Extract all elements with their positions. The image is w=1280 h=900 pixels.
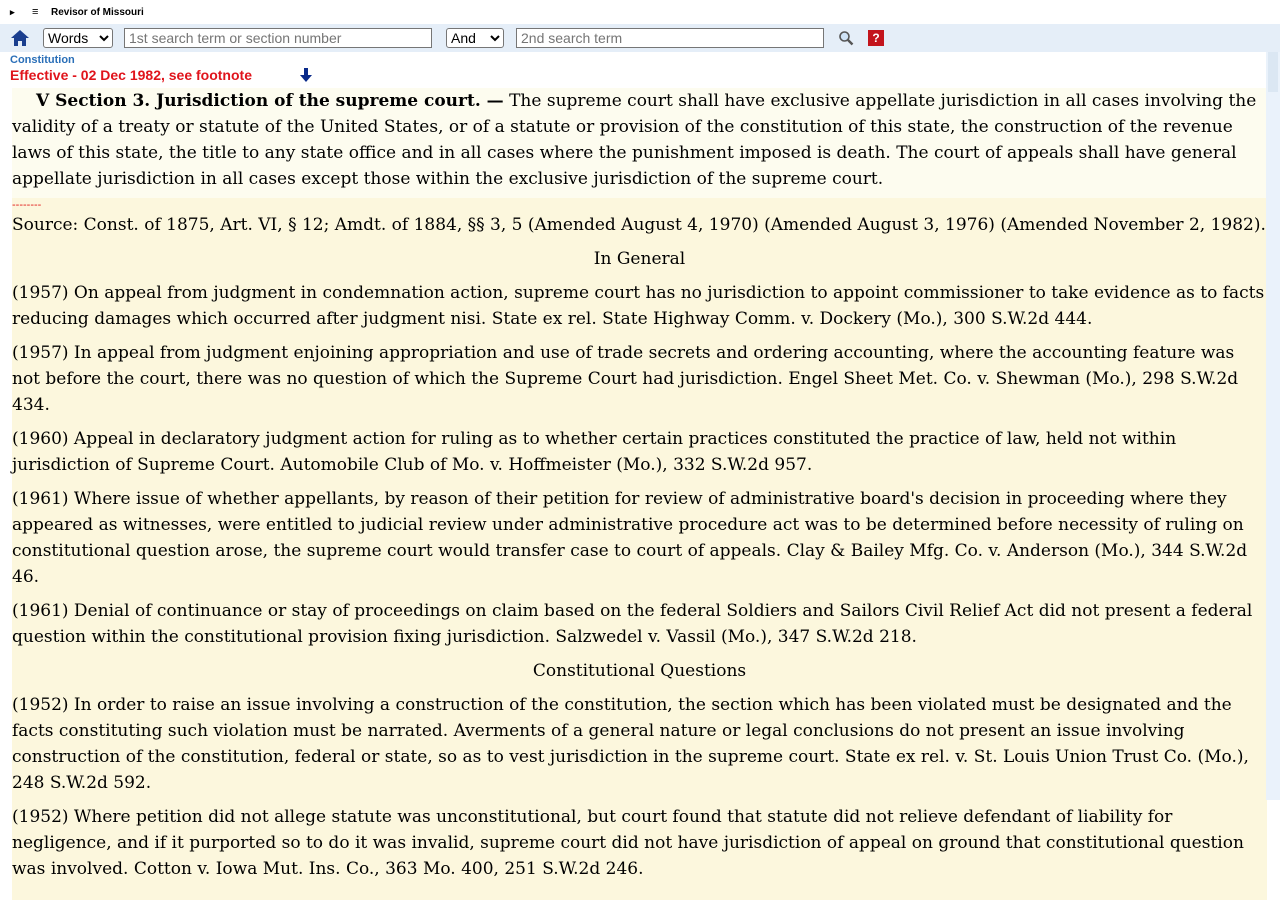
search-icon[interactable] (837, 29, 855, 47)
note-paragraph: (1957) On appeal from judgment in condemnation action, supreme court has no jurisdiction to appoint commissioner to take evidence as to facts reducing damages which occurred after judgment nisi. State ex rel. State Highway Comm. v. Dockery (Mo.), 300 S.W.2d 444. (12, 283, 1265, 329)
section-body: The supreme court shall have exclusive appellate jurisdiction in all cases involving the validity of a treaty or statute of the United States, or of a statute or provision of the constitution of this state, the construction of the revenue laws of this state, the title to any state office and in all cases where the punishment imposed is death. The court of appeals shall have general appellate jurisdiction in all cases except those within the exclusive jurisdiction of the supreme court. (12, 91, 1257, 189)
search-type-select[interactable] (43, 28, 113, 48)
expand-icon[interactable]: ▸ (10, 6, 15, 17)
home-icon[interactable] (10, 27, 34, 49)
annotations (12, 198, 1267, 900)
note-paragraph: (1957) In appeal from judgment enjoining appropriation and use of trade secrets and ordering accounting, where the accounting feature was not before the court, there was no question of which the Supreme Court had jurisdiction. Engel Sheet Met. Co. v. Shewman (Mo.), 298 S.W.2d 434. (12, 343, 1239, 415)
arrow-down-icon[interactable] (298, 67, 314, 83)
heading-in-general: In General (593, 249, 686, 269)
second-search-term-input[interactable] (516, 28, 824, 48)
operator-select[interactable] (446, 28, 504, 48)
section-text (12, 88, 1267, 198)
note-paragraph: (1960) Appeal in declaratory judgment action for ruling as to whether certain practices constituted the practice of law, held not within jurisdiction of Supreme Court. Automobile Club of Mo. v. Hoffmeister (Mo.), 332 S.W.2d 957. (12, 429, 1177, 475)
note-paragraph: (1961) Where issue of whether appellants, by reason of their petition for review of administrative board's decision in proceeding where they appeared as witnesses, were entitled to judicial review under administrative procedure act was to be determined before necessity of ruling on constitutional question arose, the supreme court would transfer case to court of appeals. Clay & Bailey Mfg. Co. v. Anderson (Mo.), 344 S.W.2d 46. (12, 489, 1248, 587)
note-paragraph: (1952) In order to raise an issue involving a construction of the constitution, the section which has been violated must be designated and the facts constituting such violation must be narrated. Averments of a general nature or legal conclusions do not present an issue involving construction of the constitution, federal or state, so as to vest jurisdiction in the supreme court. State ex rel. v. St. Louis Union Trust Co. (Mo.), 248 S.W.2d 592. (12, 695, 1249, 793)
heading-constitutional-questions: Constitutional Questions (532, 661, 747, 681)
source-citation: Source: Const. of 1875, Art. VI, § 12; Amdt. of 1884, §§ 3, 5 (Amended August 4, 1970) (Amended August 3, 1976) (Amended November 2, 1982). (12, 215, 1266, 235)
site-title[interactable]: Revisor of Missouri (51, 6, 144, 18)
section-heading: V Section 3. Jurisdiction of the supreme court. — (36, 91, 504, 111)
note-paragraph: (1952) Where petition did not allege statute was unconstitutional, but court found that statute did not relieve defendant of liability for negligence, and if it purported so to do it was invalid, supreme court did not have jurisdiction of appeal on ground that constitutional question was involved. Cotton v. Iowa Mut. Ins. Co., 363 Mo. 400, 251 S.W.2d 246. (12, 807, 1244, 879)
first-search-term-input[interactable] (124, 28, 432, 48)
scrollbar[interactable] (1266, 52, 1280, 800)
top-bar (0, 0, 1280, 24)
separator: -------- (12, 199, 42, 211)
help-icon[interactable]: ? (868, 30, 884, 46)
breadcrumb[interactable]: Constitution (10, 54, 75, 66)
menu-icon[interactable]: ≡ (32, 6, 39, 18)
effective-date: Effective - 02 Dec 1982, see footnote (10, 67, 252, 83)
effective-row (10, 66, 1280, 84)
note-paragraph: (1961) Denial of continuance or stay of proceedings on claim based on the federal Soldiers and Sailors Civil Relief Act did not present a federal question within the constitutional provision fixing jurisdiction. Salzwedel v. Vassil (Mo.), 347 S.W.2d 218. (12, 601, 1253, 647)
scrollbar-thumb[interactable] (1268, 52, 1278, 92)
search-bar (0, 24, 1280, 52)
